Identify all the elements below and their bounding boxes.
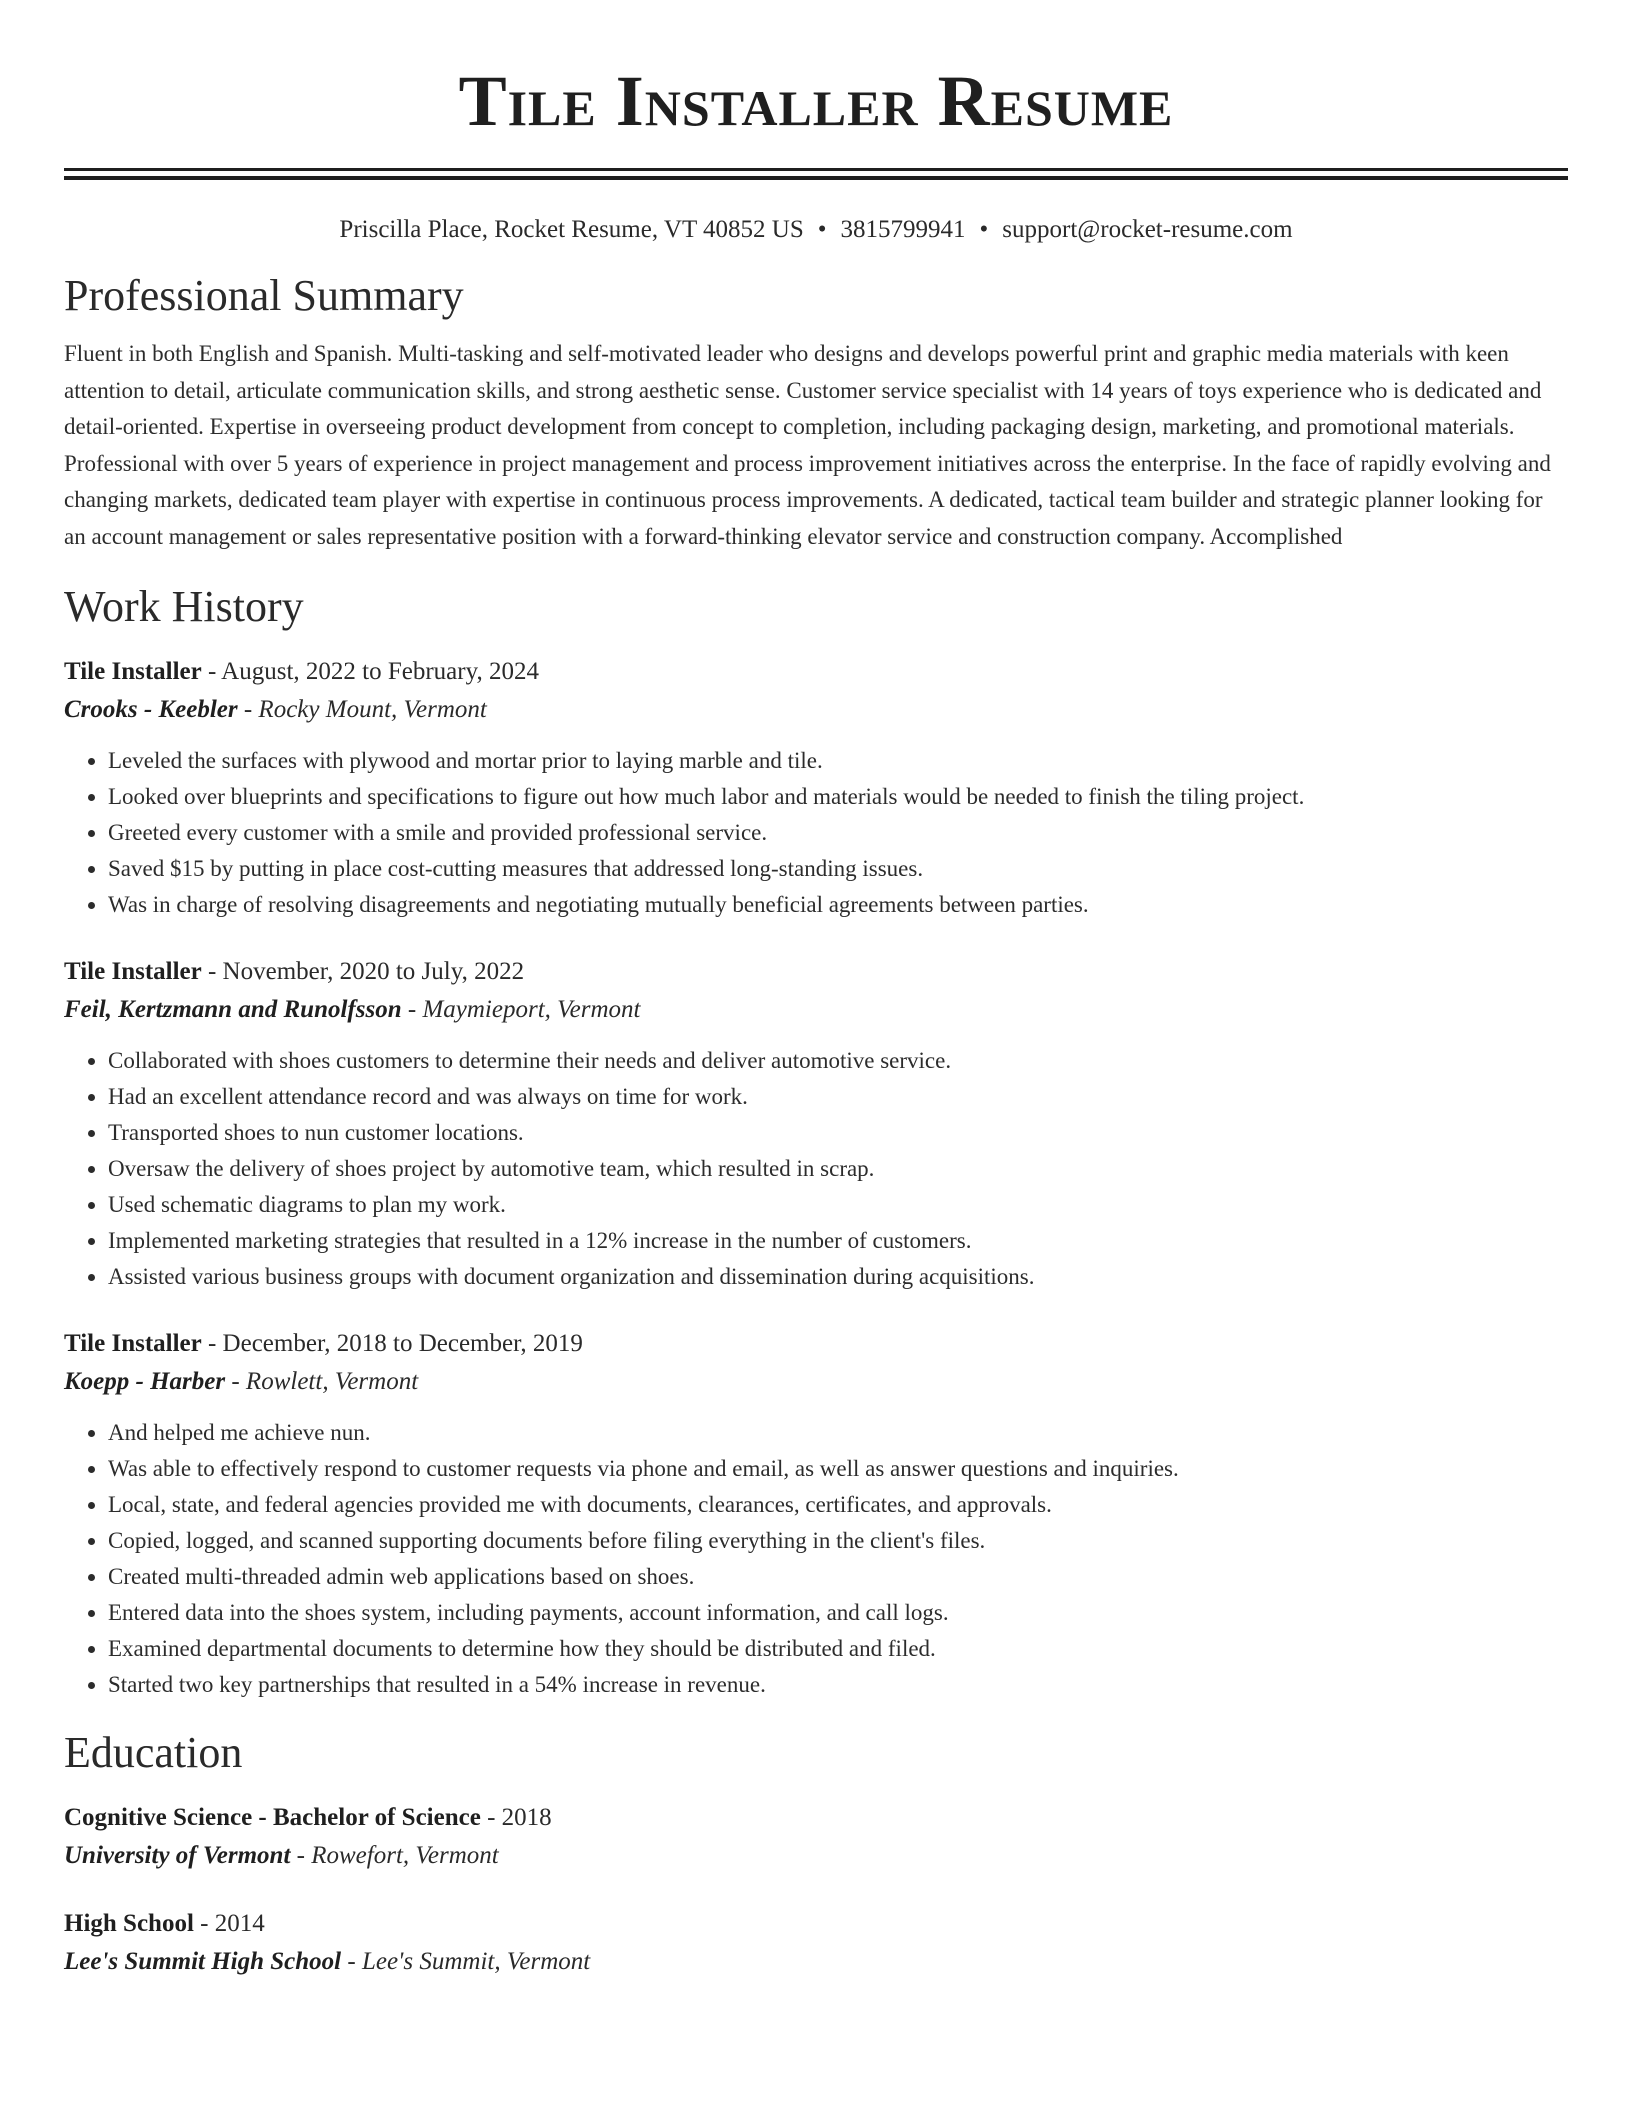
- job-entry: [64, 653, 1568, 923]
- education-entry: [64, 1799, 1568, 1875]
- job-bullet: • Oversaw the delivery of shoes project by automotive team, which resulted in scrap.: [108, 1151, 1568, 1187]
- education-heading: Education: [64, 1728, 243, 1777]
- summary-heading: Professional Summary: [64, 271, 464, 320]
- job-company: Feil, Kertzmann and Runolfsson: [64, 996, 402, 1023]
- education-degree: High School: [64, 1910, 194, 1937]
- job-bullet: • Greeted every customer with a smile and provided professional service.: [108, 815, 1568, 851]
- job-dates: - November, 2020 to July, 2022: [201, 958, 525, 985]
- education-degree: Cognitive Science - Bachelor of Science: [64, 1804, 481, 1831]
- job-bullet: • And helped me achieve nun.: [108, 1415, 1568, 1451]
- job-employer: [64, 1363, 1568, 1401]
- contact-phone: 3815799941: [840, 216, 966, 243]
- job-bullet: • Saved $15 by putting in place cost-cutting measures that addressed long-standing issues.: [108, 851, 1568, 887]
- summary-text: Fluent in both English and Spanish. Multi-tasking and self-motivated leader who designs and develops powerful print and graphic media materials with keen attention to detail, articulate communication skills, and strong aesthetic sense. Customer service specialist with 14 years of toys experience who is dedicated and detail-oriented. Expertise in overseeing product development from concept to completion, including packaging design, marketing, and promotional materials. Professional with over 5 years of experience in project management and process improvement initiatives across the enterprise. In the face of rapidly evolving and changing markets, dedicated team player with expertise in continuous process improvements. A dedicated, tactical team builder and strategic planner looking for an account management or sales representative position with a forward-thinking elevator service and construction company. Accomplished: [64, 341, 1551, 549]
- work-history-heading: Work History: [64, 582, 304, 631]
- job-header: [64, 1325, 1568, 1363]
- job-bullet: • Assisted various business groups with document organization and dissemination during acquisitions.: [108, 1259, 1568, 1295]
- job-dates: - August, 2022 to February, 2024: [201, 658, 539, 685]
- education-header: [64, 1799, 1568, 1837]
- job-bullet: • Copied, logged, and scanned supporting documents before filing everything in the client's files.: [108, 1523, 1568, 1559]
- job-header: [64, 953, 1568, 991]
- resume-title: Tile Installer Resume: [458, 61, 1174, 141]
- job-bullets: [64, 1043, 1568, 1295]
- job-location: - Maymieport, Vermont: [401, 996, 641, 1023]
- education-location: - Rowefort, Vermont: [290, 1842, 499, 1869]
- job-location: - Rowlett, Vermont: [225, 1368, 419, 1395]
- job-entry: [64, 953, 1568, 1295]
- job-bullet: • Local, state, and federal agencies provided me with documents, clearances, certificates, and approvals.: [108, 1487, 1568, 1523]
- title-divider-bottom: [64, 176, 1568, 180]
- education-year: - 2014: [193, 1910, 265, 1937]
- job-bullet: • Was able to effectively respond to customer requests via phone and email, as well as answer questions and inquiries.: [108, 1451, 1568, 1487]
- job-bullet: • Examined departmental documents to determine how they should be distributed and filed.: [108, 1631, 1568, 1667]
- job-bullet: • Transported shoes to nun customer locations.: [108, 1115, 1568, 1151]
- job-bullet: • Had an excellent attendance record and was always on time for work.: [108, 1079, 1568, 1115]
- job-employer: [64, 991, 1568, 1029]
- job-bullet: • Created multi-threaded admin web applications based on shoes.: [108, 1559, 1568, 1595]
- job-title: Tile Installer: [64, 958, 202, 985]
- work-history-list: [64, 653, 1568, 1703]
- contact-address: Priscilla Place, Rocket Resume, VT 40852 US: [339, 216, 804, 243]
- job-title: Tile Installer: [64, 1330, 202, 1357]
- education-year: - 2018: [480, 1804, 552, 1831]
- job-bullets: [64, 743, 1568, 923]
- job-bullet: • Entered data into the shoes system, including payments, account information, and call logs.: [108, 1595, 1568, 1631]
- education-location: - Lee's Summit, Vermont: [341, 1948, 591, 1975]
- education-header: [64, 1905, 1568, 1943]
- job-bullets: [64, 1415, 1568, 1703]
- education-list: [64, 1799, 1568, 1981]
- job-bullet: • Leveled the surfaces with plywood and mortar prior to laying marble and tile.: [108, 743, 1568, 779]
- education-school: Lee's Summit High School: [64, 1948, 342, 1975]
- job-bullet: • Collaborated with shoes customers to determine their needs and deliver automotive service.: [108, 1043, 1568, 1079]
- contact-line: [64, 214, 1568, 246]
- contact-email: support@rocket-resume.com: [1002, 216, 1293, 243]
- education-school-line: [64, 1837, 1568, 1875]
- job-bullet: • Used schematic diagrams to plan my work.: [108, 1187, 1568, 1223]
- title-divider-top: [64, 168, 1568, 171]
- job-employer: [64, 691, 1568, 729]
- job-header: [64, 653, 1568, 691]
- job-title: Tile Installer: [64, 658, 202, 685]
- job-dates: - December, 2018 to December, 2019: [201, 1330, 583, 1357]
- job-bullet: • Implemented marketing strategies that resulted in a 12% increase in the number of customers.: [108, 1223, 1568, 1259]
- job-company: Crooks - Keebler: [64, 696, 238, 723]
- contact-separator: •: [817, 216, 827, 243]
- contact-separator: •: [979, 216, 989, 243]
- job-bullet: • Was in charge of resolving disagreements and negotiating mutually beneficial agreements between parties.: [108, 887, 1568, 923]
- job-entry: [64, 1325, 1568, 1703]
- job-bullet: • Started two key partnerships that resulted in a 54% increase in revenue.: [108, 1667, 1568, 1703]
- education-school-line: [64, 1943, 1568, 1981]
- education-entry: [64, 1905, 1568, 1981]
- education-school: University of Vermont: [64, 1842, 291, 1869]
- job-bullet: • Looked over blueprints and specifications to figure out how much labor and materials would be needed to finish the tiling project.: [108, 779, 1568, 815]
- job-company: Koepp - Harber: [64, 1368, 226, 1395]
- job-location: - Rocky Mount, Vermont: [237, 696, 487, 723]
